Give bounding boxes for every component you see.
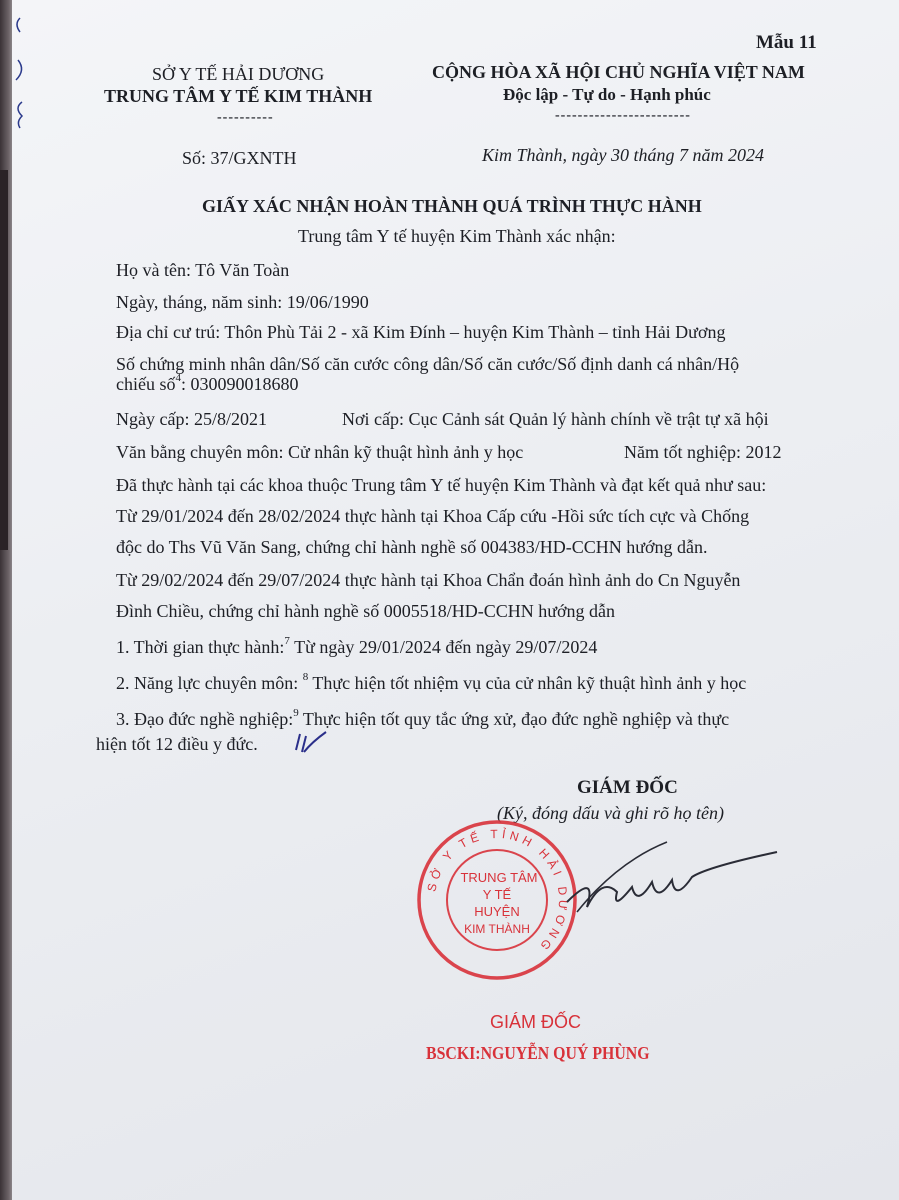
intro-line: Trung tâm Y tế huyện Kim Thành xác nhận: (298, 226, 616, 246)
body-paragraph-3a: Từ 29/02/2024 đến 29/07/2024 thực hành tại Khoa Chẩn đoán hình ảnh do Cn Nguyễn (116, 570, 741, 590)
field-dob: Ngày, tháng, năm sinh: 19/06/1990 (116, 292, 369, 312)
item-3-label: 3. Đạo đức nghề nghiệp: (116, 709, 294, 729)
document-number: Số: 37/GXNTH (182, 148, 297, 168)
body-paragraph-2a: Từ 29/01/2024 đến 28/02/2024 thực hành tại Khoa Cấp cứu -Hồi sức tích cực và Chống (116, 506, 750, 526)
footnote-ref: 9 (293, 707, 299, 719)
org-name: TRUNG TÂM Y TẾ KIM THÀNH (104, 86, 373, 106)
field-id-line2 (116, 374, 299, 395)
field-issue-date: Ngày cấp: 25/8/2021 (116, 409, 267, 429)
stamp-signer-title: GIÁM ĐỐC (490, 1012, 582, 1032)
form-number: Mẫu 11 (756, 32, 817, 53)
item-ethics-cont: hiện tốt 12 điều y đức. (96, 734, 258, 754)
field-degree: Văn bằng chuyên môn: Cử nhân kỹ thuật hình ảnh y học (116, 442, 524, 462)
margin-pen-marks (12, 10, 42, 130)
footnote-ref: 7 (284, 635, 290, 647)
body-paragraph-2b: độc do Ths Vũ Văn Sang, chứng chỉ hành nghề số 004383/HD-CCHN hướng dẫn. (116, 537, 708, 557)
seal-ring-text: SỞ Y TẾ TỈNH HẢI DƯƠNG (424, 826, 571, 956)
seal-line-3: HUYỆN (474, 904, 520, 919)
check-mark-icon (292, 728, 332, 758)
handwritten-signature (557, 832, 787, 932)
seal-line-4: KIM THÀNH (464, 922, 530, 936)
org-underline: ---------- (217, 110, 274, 125)
item-competence (116, 673, 746, 694)
body-paragraph-3b: Đình Chiều, chứng chỉ hành nghề số 0005518/HD-CCHN hướng dẫn (116, 601, 615, 621)
footnote-ref: 8 (302, 671, 309, 683)
field-id-value: : 030090018680 (180, 374, 299, 394)
field-grad-year: Năm tốt nghiệp: 2012 (624, 442, 782, 462)
official-seal-icon (417, 818, 577, 983)
org-parent: SỞ Y TẾ HẢI DƯƠNG (152, 64, 325, 84)
item-1-label: 1. Thời gian thực hành: (116, 637, 285, 657)
field-name: Họ và tên: Tô Văn Toàn (116, 260, 290, 280)
field-address: Địa chỉ cư trú: Thôn Phù Tải 2 - xã Kim Đính – huyện Kim Thành – tỉnh Hải Dương (116, 322, 726, 342)
nation-motto: Độc lập - Tự do - Hạnh phúc (503, 85, 711, 104)
signer-note: (Ký, đóng dấu và ghi rõ họ tên) (497, 803, 724, 823)
item-ethics (116, 709, 729, 730)
field-id-label: chiếu số (116, 374, 176, 394)
signer-title: GIÁM ĐỐC (577, 777, 678, 798)
stamp-signer-name: BSCKI:NGUYỄN QUÝ PHÙNG (426, 1043, 650, 1063)
field-issue-place: Nơi cấp: Cục Cảnh sát Quản lý hành chính về trật tự xã hội (342, 409, 769, 429)
footnote-ref: 4 (175, 372, 181, 384)
item-3-text: Thực hiện tốt quy tắc ứng xử, đạo đức nghề nghiệp và thực (298, 709, 730, 729)
nation-underline: ------------------------ (555, 108, 691, 123)
item-1-text: Từ ngày 29/01/2024 đến ngày 29/07/2024 (289, 637, 598, 657)
seal-line-1: TRUNG TÂM (460, 870, 538, 885)
document-date: Kim Thành, ngày 30 tháng 7 năm 2024 (482, 145, 765, 165)
document-title: GIẤY XÁC NHẬN HOÀN THÀNH QUÁ TRÌNH THỰC HÀNH (202, 196, 702, 216)
item-2-label: 2. Năng lực chuyên môn: (116, 673, 303, 693)
body-paragraph-1: Đã thực hành tại các khoa thuộc Trung tâm Y tế huyện Kim Thành và đạt kết quả như sau: (116, 475, 767, 495)
item-practice-time (116, 637, 597, 658)
field-id-line1: Số chứng minh nhân dân/Số căn cước công dân/Số căn cước/Số định danh cá nhân/Hộ (116, 354, 740, 374)
item-2-text: Thực hiện tốt nhiệm vụ của cử nhân kỹ thuật hình ảnh y học (308, 673, 747, 693)
document-page (12, 0, 899, 1200)
nation-title: CỘNG HÒA XÃ HỘI CHỦ NGHĨA VIỆT NAM (432, 62, 805, 82)
seal-line-2: Y TẾ (482, 887, 512, 902)
table-edge-notch (0, 170, 8, 550)
